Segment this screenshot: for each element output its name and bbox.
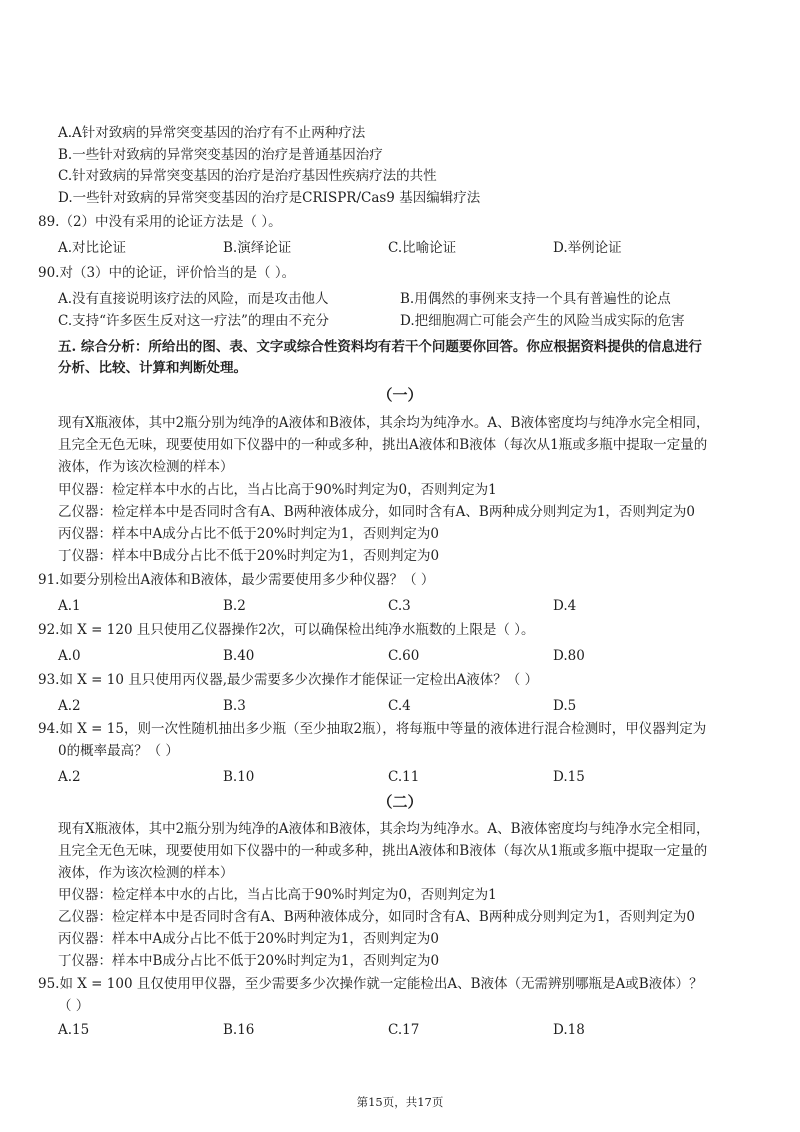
q93-option-b: B.3	[223, 698, 246, 714]
part2-instrument-jia: 甲仪器：检定样本中水的占比，当占比高于90%时判定为0，否则判定为1	[58, 887, 497, 903]
q91-option-d: D.4	[553, 598, 577, 614]
q89-option-c: C.比喻论证	[388, 240, 457, 256]
q94-stem-line1: 94.如 X = 15，则一次性随机抽出多少瓶（至少抽取2瓶），将每瓶中等量的液体进行混合检测时，甲仪器判定为	[38, 721, 707, 737]
q91-option-c: C.3	[388, 598, 411, 614]
page-number: 第15页，共17页	[356, 1095, 444, 1109]
q94-option-b: B.10	[223, 769, 255, 785]
q94-option-d: D.15	[553, 769, 585, 785]
q93-option-d: D.5	[553, 698, 577, 714]
q89-option-d: D.举例论证	[553, 240, 622, 256]
q95-option-a: A.15	[58, 1022, 90, 1038]
q88-option-d: D.一些针对致病的异常突变基因的治疗是CRISPR/Cas9 基因编辑疗法	[58, 190, 481, 206]
q90-stem: 90.对（3）中的论证，评价恰当的是（ ）。	[38, 265, 296, 281]
q94-option-a: A.2	[58, 769, 81, 785]
q90-option-c: C.支持“许多医生反对这一疗法”的理由不充分	[58, 313, 329, 329]
q93-stem: 93.如 X = 10 且只使用丙仪器,最少需要多少次操作才能保证一定检出A液体？（ ）	[38, 672, 539, 688]
q88-option-a: A.A针对致病的异常突变基因的治疗有不止两种疗法	[58, 125, 366, 141]
part2-instrument-ding: 丁仪器：样本中B成分占比不低于20%时判定为1，否则判定为0	[58, 953, 440, 969]
q90-option-b: B.用偶然的事例来支持一个具有普遍性的论点	[400, 291, 671, 307]
q91-option-b: B.2	[223, 598, 246, 614]
q95-option-c: C.17	[388, 1022, 420, 1038]
q94-stem-line2: 0的概率最高？（ ）	[58, 743, 179, 759]
q89-option-b: B.演绎论证	[223, 240, 292, 256]
part2-title: （二）	[377, 793, 423, 811]
q90-options-row2	[58, 311, 758, 331]
q94-option-c: C.11	[388, 769, 420, 785]
q92-option-d: D.80	[553, 648, 585, 664]
q93-option-a: A.2	[58, 698, 81, 714]
q95-stem-line1: 95.如 X = 100 且仅使用甲仪器，至少需要多少次操作就一定能检出A、B液体（无需辨别哪瓶是A或B液体）？	[38, 976, 703, 992]
q95-option-d: D.18	[553, 1022, 585, 1038]
q88-option-c: C.针对致病的异常突变基因的治疗是治疗基因性疾病疗法的共性	[58, 168, 437, 184]
q95-option-b: B.16	[223, 1022, 255, 1038]
part1-title: （一）	[377, 386, 423, 404]
part2-intro-line2: 且完全无色无味，现要使用如下仪器中的一种或多种，挑出A液体和B液体（每次从1瓶或多瓶中提取一定量的	[58, 843, 708, 859]
q93-option-c: C.4	[388, 698, 411, 714]
part2-intro-line3: 液体，作为该次检测的样本）	[58, 865, 234, 881]
q89-options	[58, 238, 718, 258]
q90-option-d: D.把细胞凋亡可能会产生的风险当成实际的危害	[400, 313, 685, 329]
q92-option-b: B.40	[223, 648, 255, 664]
part2-instrument-yi: 乙仪器：检定样本中是否同时含有A、B两种液体成分，如同时含有A、B两种成分则判定为1，否则判定为0	[58, 909, 696, 925]
q88-option-b: B.一些针对致病的异常突变基因的治疗是普通基因治疗	[58, 147, 383, 163]
q92-stem: 92.如 X = 120 且只使用乙仪器操作2次，可以确保检出纯净水瓶数的上限是（ ）。	[38, 622, 535, 638]
part2-intro-line1: 现有X瓶液体，其中2瓶分别为纯净的A液体和B液体，其余均为纯净水。A、B液体密度均与纯净水完全相同，	[58, 821, 710, 837]
q93-options	[58, 696, 718, 716]
part1-instrument-jia: 甲仪器：检定样本中水的占比，当占比高于90%时判定为0，否则判定为1	[58, 482, 497, 498]
q90-options-row1	[58, 289, 758, 309]
q92-option-c: C.60	[388, 648, 420, 664]
q89-stem: 89.（2）中没有采用的论证方法是（ ）。	[38, 214, 282, 230]
section5-heading-line2: 分析、比较、计算和判断处理。	[58, 360, 247, 376]
q91-stem: 91.如要分别检出A液体和B液体，最少需要使用多少种仪器？（ ）	[38, 572, 435, 588]
q91-options	[58, 596, 718, 616]
part1-intro-line2: 且完全无色无味，现要使用如下仪器中的一种或多种，挑出A液体和B液体（每次从1瓶或多瓶中提取一定量的	[58, 437, 708, 453]
q89-option-a: A.对比论证	[58, 240, 127, 256]
q95-options	[58, 1020, 718, 1040]
part1-intro-line3: 液体，作为该次检测的样本）	[58, 459, 234, 475]
q95-stem-line2: （ ）	[58, 998, 90, 1014]
q94-options	[58, 767, 718, 787]
part2-instrument-bing: 丙仪器：样本中A成分占比不低于20%时判定为1，否则判定为0	[58, 931, 439, 947]
part1-intro-line1: 现有X瓶液体，其中2瓶分别为纯净的A液体和B液体，其余均为纯净水。A、B液体密度均与纯净水完全相同，	[58, 415, 710, 431]
part1-instrument-yi: 乙仪器：检定样本中是否同时含有A、B两种液体成分，如同时含有A、B两种成分则判定为1，否则判定为0	[58, 504, 696, 520]
part1-instrument-bing: 丙仪器：样本中A成分占比不低于20%时判定为1，否则判定为0	[58, 526, 439, 542]
q92-option-a: A.0	[58, 648, 81, 664]
q92-options	[58, 646, 718, 666]
q90-option-a: A.没有直接说明该疗法的风险，而是攻击他人	[58, 291, 329, 307]
part1-instrument-ding: 丁仪器：样本中B成分占比不低于20%时判定为1，否则判定为0	[58, 548, 440, 564]
section5-heading-line1: 五. 综合分析：所给出的图、表、文字或综合性资料均有若干个问题要你回答。你应根据资料提供的信息进行	[58, 339, 702, 355]
q91-option-a: A.1	[58, 598, 81, 614]
